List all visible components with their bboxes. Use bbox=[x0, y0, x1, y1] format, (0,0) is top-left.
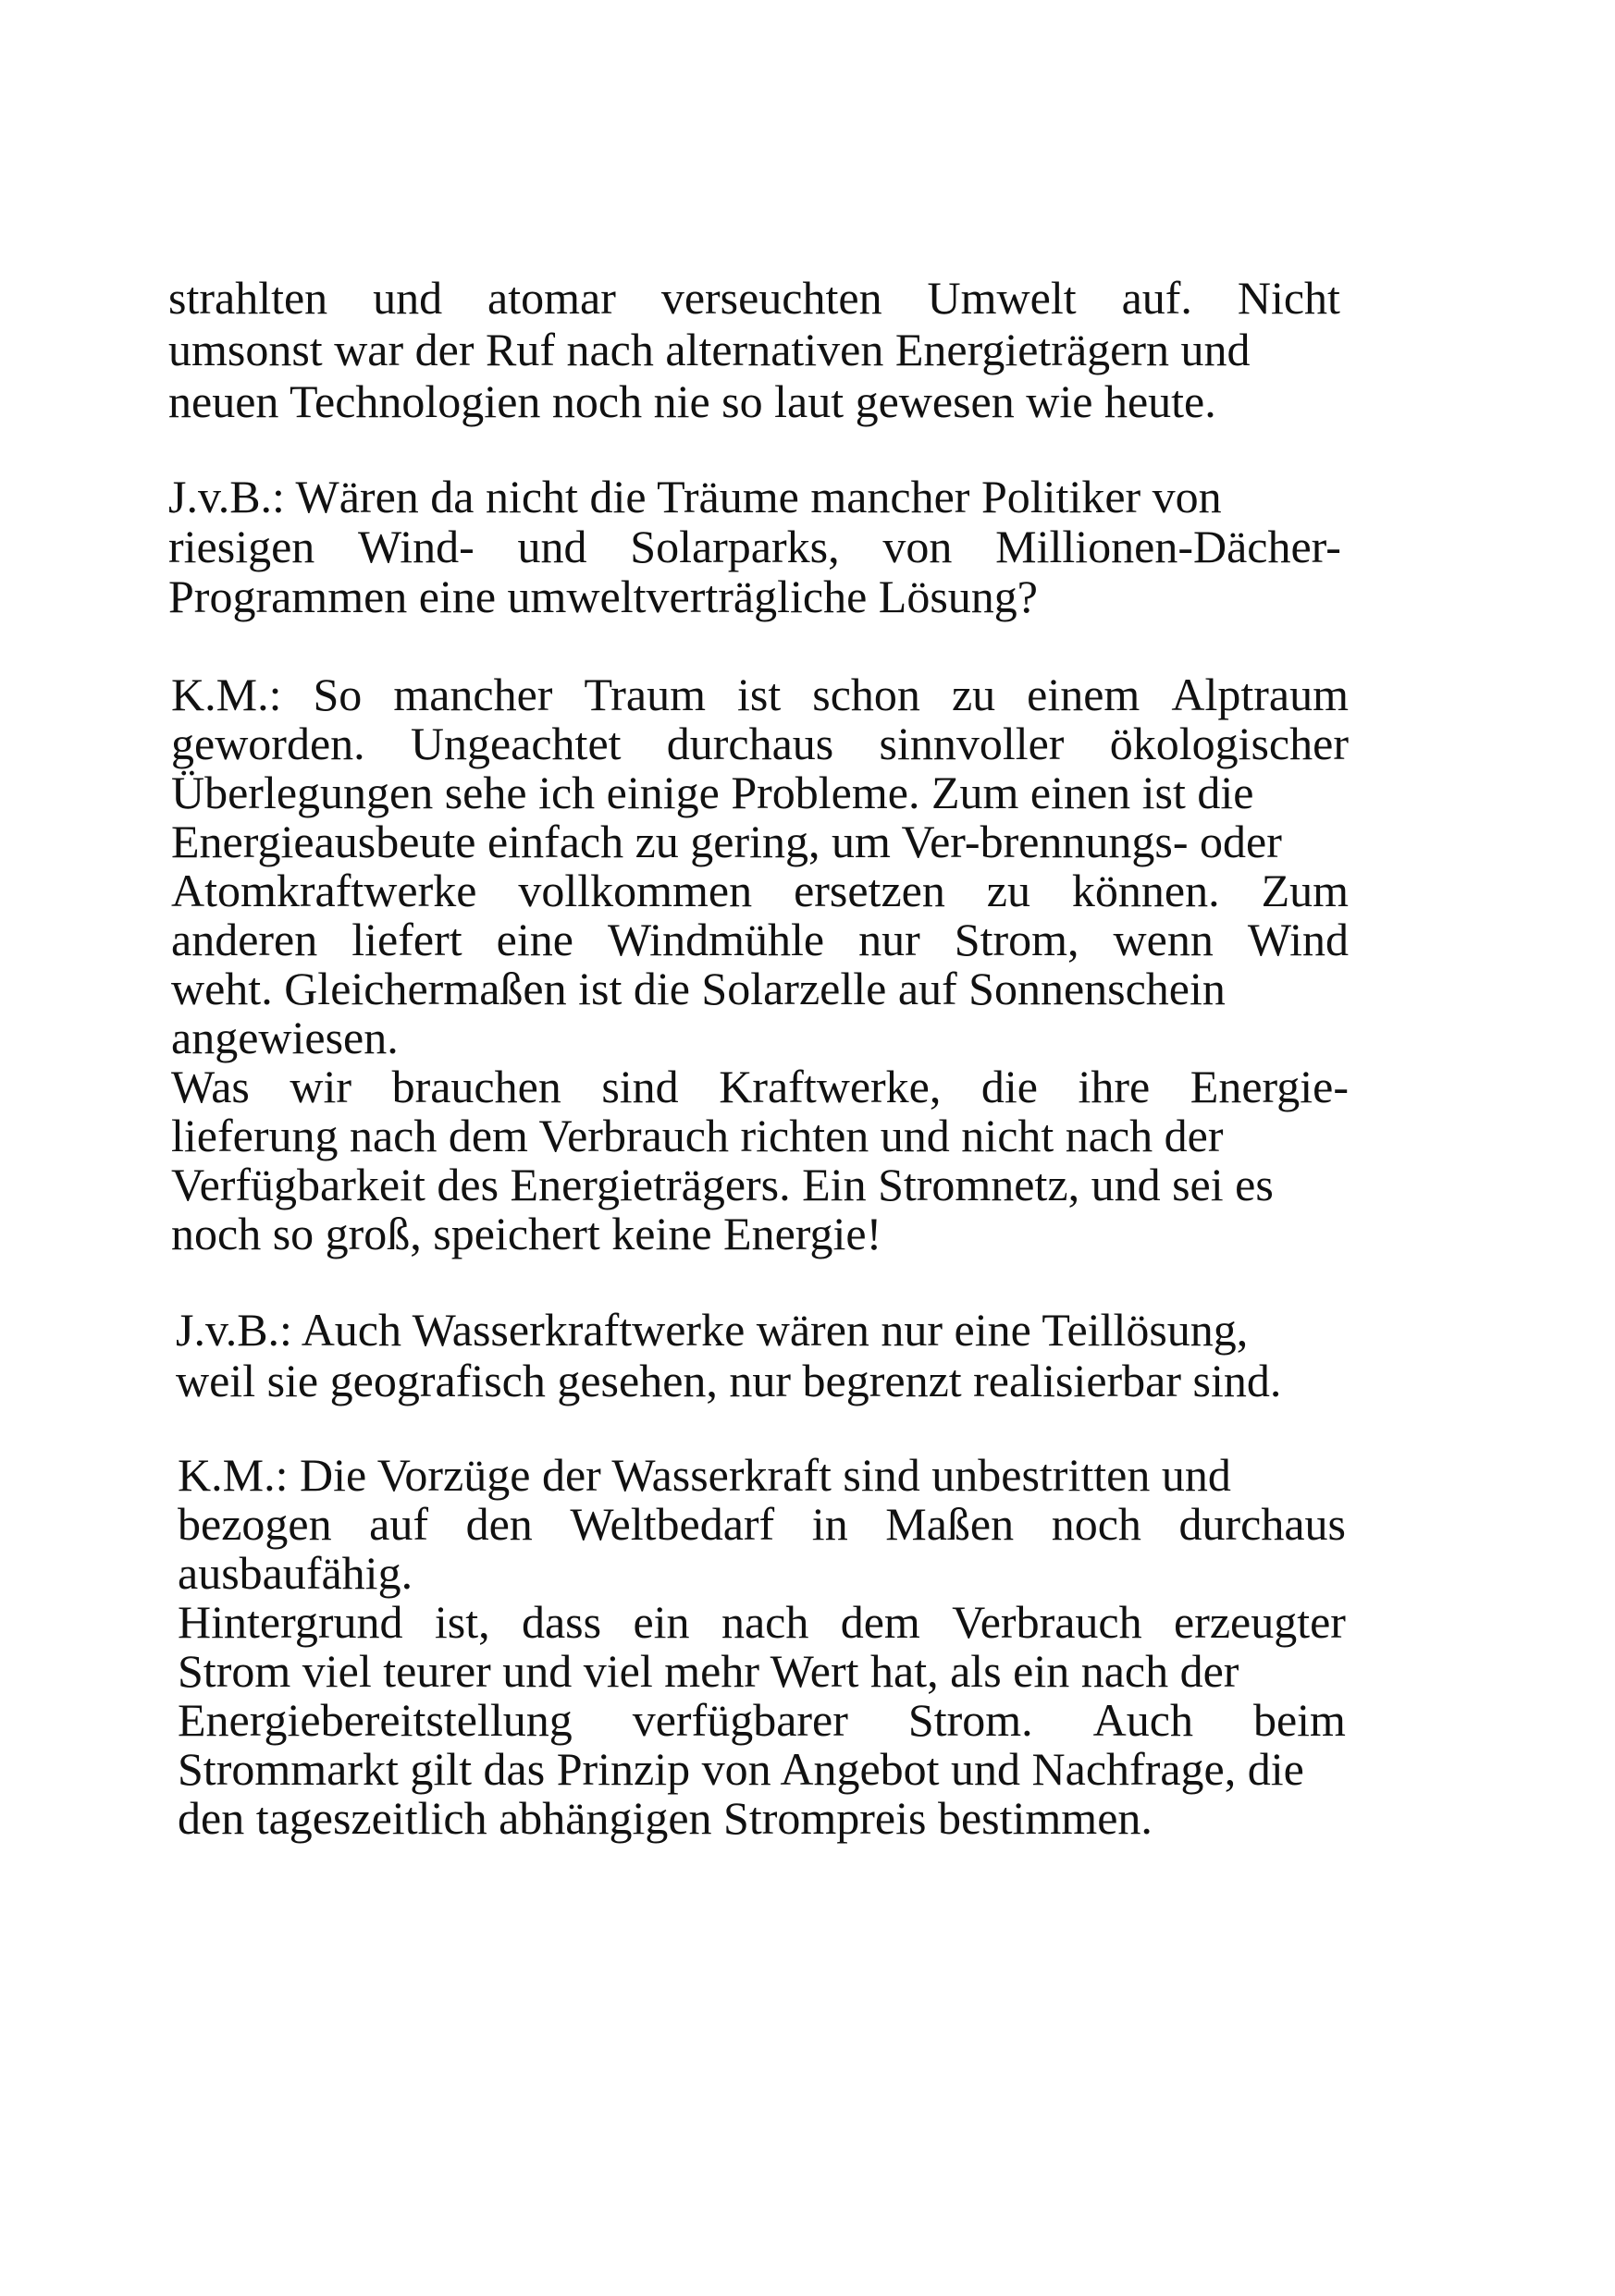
text-line: Was wir brauchen sind Kraftwerke, die ihre Energie- bbox=[171, 1061, 1349, 1112]
text-line: weil sie geografisch gesehen, nur begrenzt realisierbar sind. bbox=[176, 1355, 1282, 1406]
text-line: neuen Technologien noch nie so laut gewesen wie heute. bbox=[168, 375, 1216, 427]
text-line: umsonst war der Ruf nach alternativen Energieträgern und bbox=[168, 324, 1251, 375]
text-line: K.M.: Die Vorzüge der Wasserkraft sind unbestritten und bbox=[178, 1449, 1231, 1501]
text-line: Atomkraftwerke vollkommen ersetzen zu können. Zum bbox=[171, 865, 1349, 916]
text-line: angewiesen. bbox=[171, 1012, 399, 1063]
text-line: noch so groß, speichert keine Energie! bbox=[171, 1208, 882, 1259]
text-line: geworden. Ungeachtet durchaus sinnvoller ökologischer bbox=[171, 718, 1349, 769]
text-line: Energiebereitstellung verfügbarer Strom. Auch beim bbox=[178, 1694, 1346, 1746]
text-line: Strom viel teurer und viel mehr Wert hat, als ein nach der bbox=[178, 1645, 1239, 1697]
text-line: weht. Gleichermaßen ist die Solarzelle auf Sonnenschein bbox=[171, 963, 1226, 1014]
text-line: riesigen Wind- und Solarparks, von Millionen-Dächer- bbox=[168, 521, 1341, 572]
text-line: Strommarkt gilt das Prinzip von Angebot und Nachfrage, die bbox=[178, 1743, 1304, 1795]
text-line: Verfügbarkeit des Energieträgers. Ein Stromnetz, und sei es bbox=[171, 1159, 1274, 1210]
text-line: bezogen auf den Weltbedarf in Maßen noch durchaus bbox=[178, 1498, 1346, 1550]
text-line: J.v.B.: Auch Wasserkraftwerke wären nur eine Teillösung, bbox=[176, 1304, 1249, 1356]
text-line: Energieausbeute einfach zu gering, um Ver-brennungs- oder bbox=[171, 816, 1282, 867]
text-line: anderen liefert eine Windmühle nur Strom, wenn Wind bbox=[171, 914, 1349, 965]
text-line: ausbaufähig. bbox=[178, 1547, 413, 1599]
text-line: Programmen eine umweltverträgliche Lösung? bbox=[168, 571, 1038, 622]
text-line: K.M.: So mancher Traum ist schon zu einem Alptraum bbox=[171, 669, 1349, 720]
text-line: lieferung nach dem Verbrauch richten und nicht nach der bbox=[171, 1110, 1224, 1161]
text-line: Überlegungen sehe ich einige Probleme. Zum einen ist die bbox=[171, 767, 1254, 818]
text-line: J.v.B.: Wären da nicht die Träume mancher Politiker von bbox=[168, 471, 1222, 522]
text-line: Hintergrund ist, dass ein nach dem Verbrauch erzeugter bbox=[178, 1596, 1346, 1648]
text-line: den tageszeitlich abhängigen Strompreis bestimmen. bbox=[178, 1792, 1153, 1844]
text-line: strahlten und atomar verseuchten Umwelt auf. Nicht bbox=[168, 272, 1340, 324]
